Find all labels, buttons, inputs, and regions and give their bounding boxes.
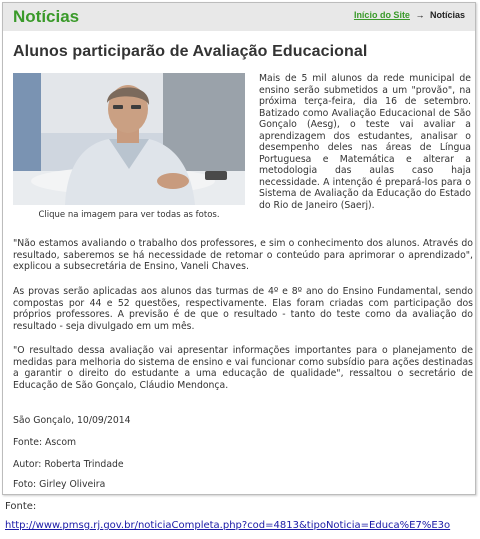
article-photo-credit: Foto: Girley Oliveira <box>13 479 106 490</box>
breadcrumb-current: Notícias <box>429 10 465 20</box>
section-header <box>3 3 475 31</box>
article-photo-image <box>13 73 245 205</box>
article-author: Autor: Roberta Trindade <box>13 459 124 470</box>
source-label: Fonte: <box>5 501 37 512</box>
article-paragraph: As provas serão aplicadas aos alunos das turmas de 4º e 8º ano do Ensino Fundamental, sendo compostas por 44 e 52 questões, respectivamente. Elas foram criadas com participação dos próprios professores. A previsão é de que o resultado - tanto do teste como da avaliação do resultado - seja divulgado em um mês. <box>13 286 473 332</box>
article-photo[interactable] <box>13 73 245 205</box>
breadcrumb-home-link[interactable]: Início do Site <box>353 10 410 20</box>
article-paragraph: "O resultado dessa avaliação vai apresentar informações importantes para o planejamento de medidas para melhoria do sistema de ensino e vai funcionar como subsídio para ações destinadas a garantir o direito do estudante a uma educação de qualidade", ressaltou o secretário de Educação de São Gonçalo, Cláudio Mendonça. <box>13 345 473 391</box>
news-panel <box>2 2 476 495</box>
breadcrumb <box>354 10 465 20</box>
article-title: Alunos participarão de Avaliação Educacional <box>13 43 368 60</box>
article-lead: Mais de 5 mil alunos da rede municipal de ensino serão submetidos a um "provão", na próxima terça-feira, dia 16 de setembro. Batizado como Avaliação Educacional de São Gonçalo (Aesg), o teste vai avaliar a aprendizagem dos estudantes, analisar o desempenho deles nas áreas de Língua Portuguesa e Matemática e alterar a metodologia das aulas caso haja necessidade. A intenção é prepará-los para o Sistema de Avaliação da Educação do Estado do Rio de Janeiro (Saerj). <box>259 73 471 211</box>
arrow-right-icon: → <box>415 10 425 20</box>
section-title: Notícias <box>13 7 80 26</box>
article-paragraph: "Não estamos avaliando o trabalho dos professores, e sim o conhecimento dos alunos. Através do resultado, saberemos se há necessidade de retomar o conteúdo para aprimorar o aprendizado", explicou a subsecretária de Ensino, Vaneli Chaves. <box>13 238 473 272</box>
article-dateline: São Gonçalo, 10/09/2014 <box>13 415 131 426</box>
photo-caption: Clique na imagem para ver todas as fotos. <box>38 210 220 220</box>
source-link[interactable]: http://www.pmsg.rj.gov.br/noticiaCompleta.php?cod=4813&tipoNoticia=Educa%E7%E3o <box>5 520 451 531</box>
article-source: Fonte: Ascom <box>13 437 77 448</box>
